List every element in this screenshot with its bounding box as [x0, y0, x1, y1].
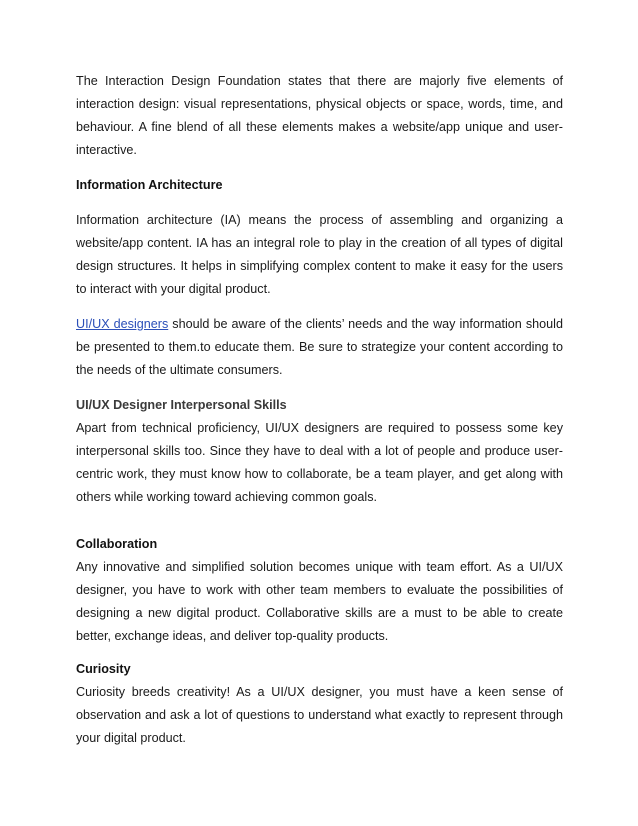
- skills-paragraph: Apart from technical proficiency, UI/UX designers are required to possess some key interpersonal skills too. Since they have to deal with a lot of people and produce user-centric work, they must know how to collaborate, be a team player, and get along with others while working toward achieving common goals.: [76, 421, 563, 504]
- collaboration-paragraph: Any innovative and simplified solution becomes unique with team effort. As a UI/UX designer, you have to work with other team members to evaluate the possibilities of designing a new digital product. Collaborative skills are a must to be able to create better, exchange ideas, and deliver top-quality products.: [76, 560, 563, 643]
- ia-designers-paragraph: [76, 313, 563, 382]
- curiosity-paragraph: Curiosity breeds creativity! As a UI/UX designer, you must have a keen sense of observation and ask a lot of questions to understand what exactly to represent through your digital product.: [76, 685, 563, 745]
- heading-information-architecture: Information Architecture: [76, 178, 223, 192]
- intro-paragraph: The Interaction Design Foundation states that there are majorly five elements of interaction design: visual representations, physical objects or space, words, time, and behaviour. A fine blend of all these elements makes a website/app unique and user-interactive.: [76, 74, 563, 157]
- document-page: [76, 70, 563, 750]
- ia-designers-paragraph-text: should be aware of the clients’ needs and the way information should be presented to them.to educate them. Be sure to strategize your content according to the needs of the ultimate consumers.: [76, 317, 563, 377]
- ui-ux-designers-link[interactable]: UI/UX designers: [76, 317, 169, 331]
- heading-curiosity: Curiosity: [76, 662, 131, 676]
- heading-interpersonal-skills: UI/UX Designer Interpersonal Skills: [76, 398, 287, 412]
- ia-paragraph: Information architecture (IA) means the process of assembling and organizing a website/app content. IA has an integral role to play in the creation of all types of digital design structures. It helps in simplifying complex content to make it easy for the users to interact with your digital product.: [76, 213, 563, 296]
- heading-collaboration: Collaboration: [76, 537, 158, 551]
